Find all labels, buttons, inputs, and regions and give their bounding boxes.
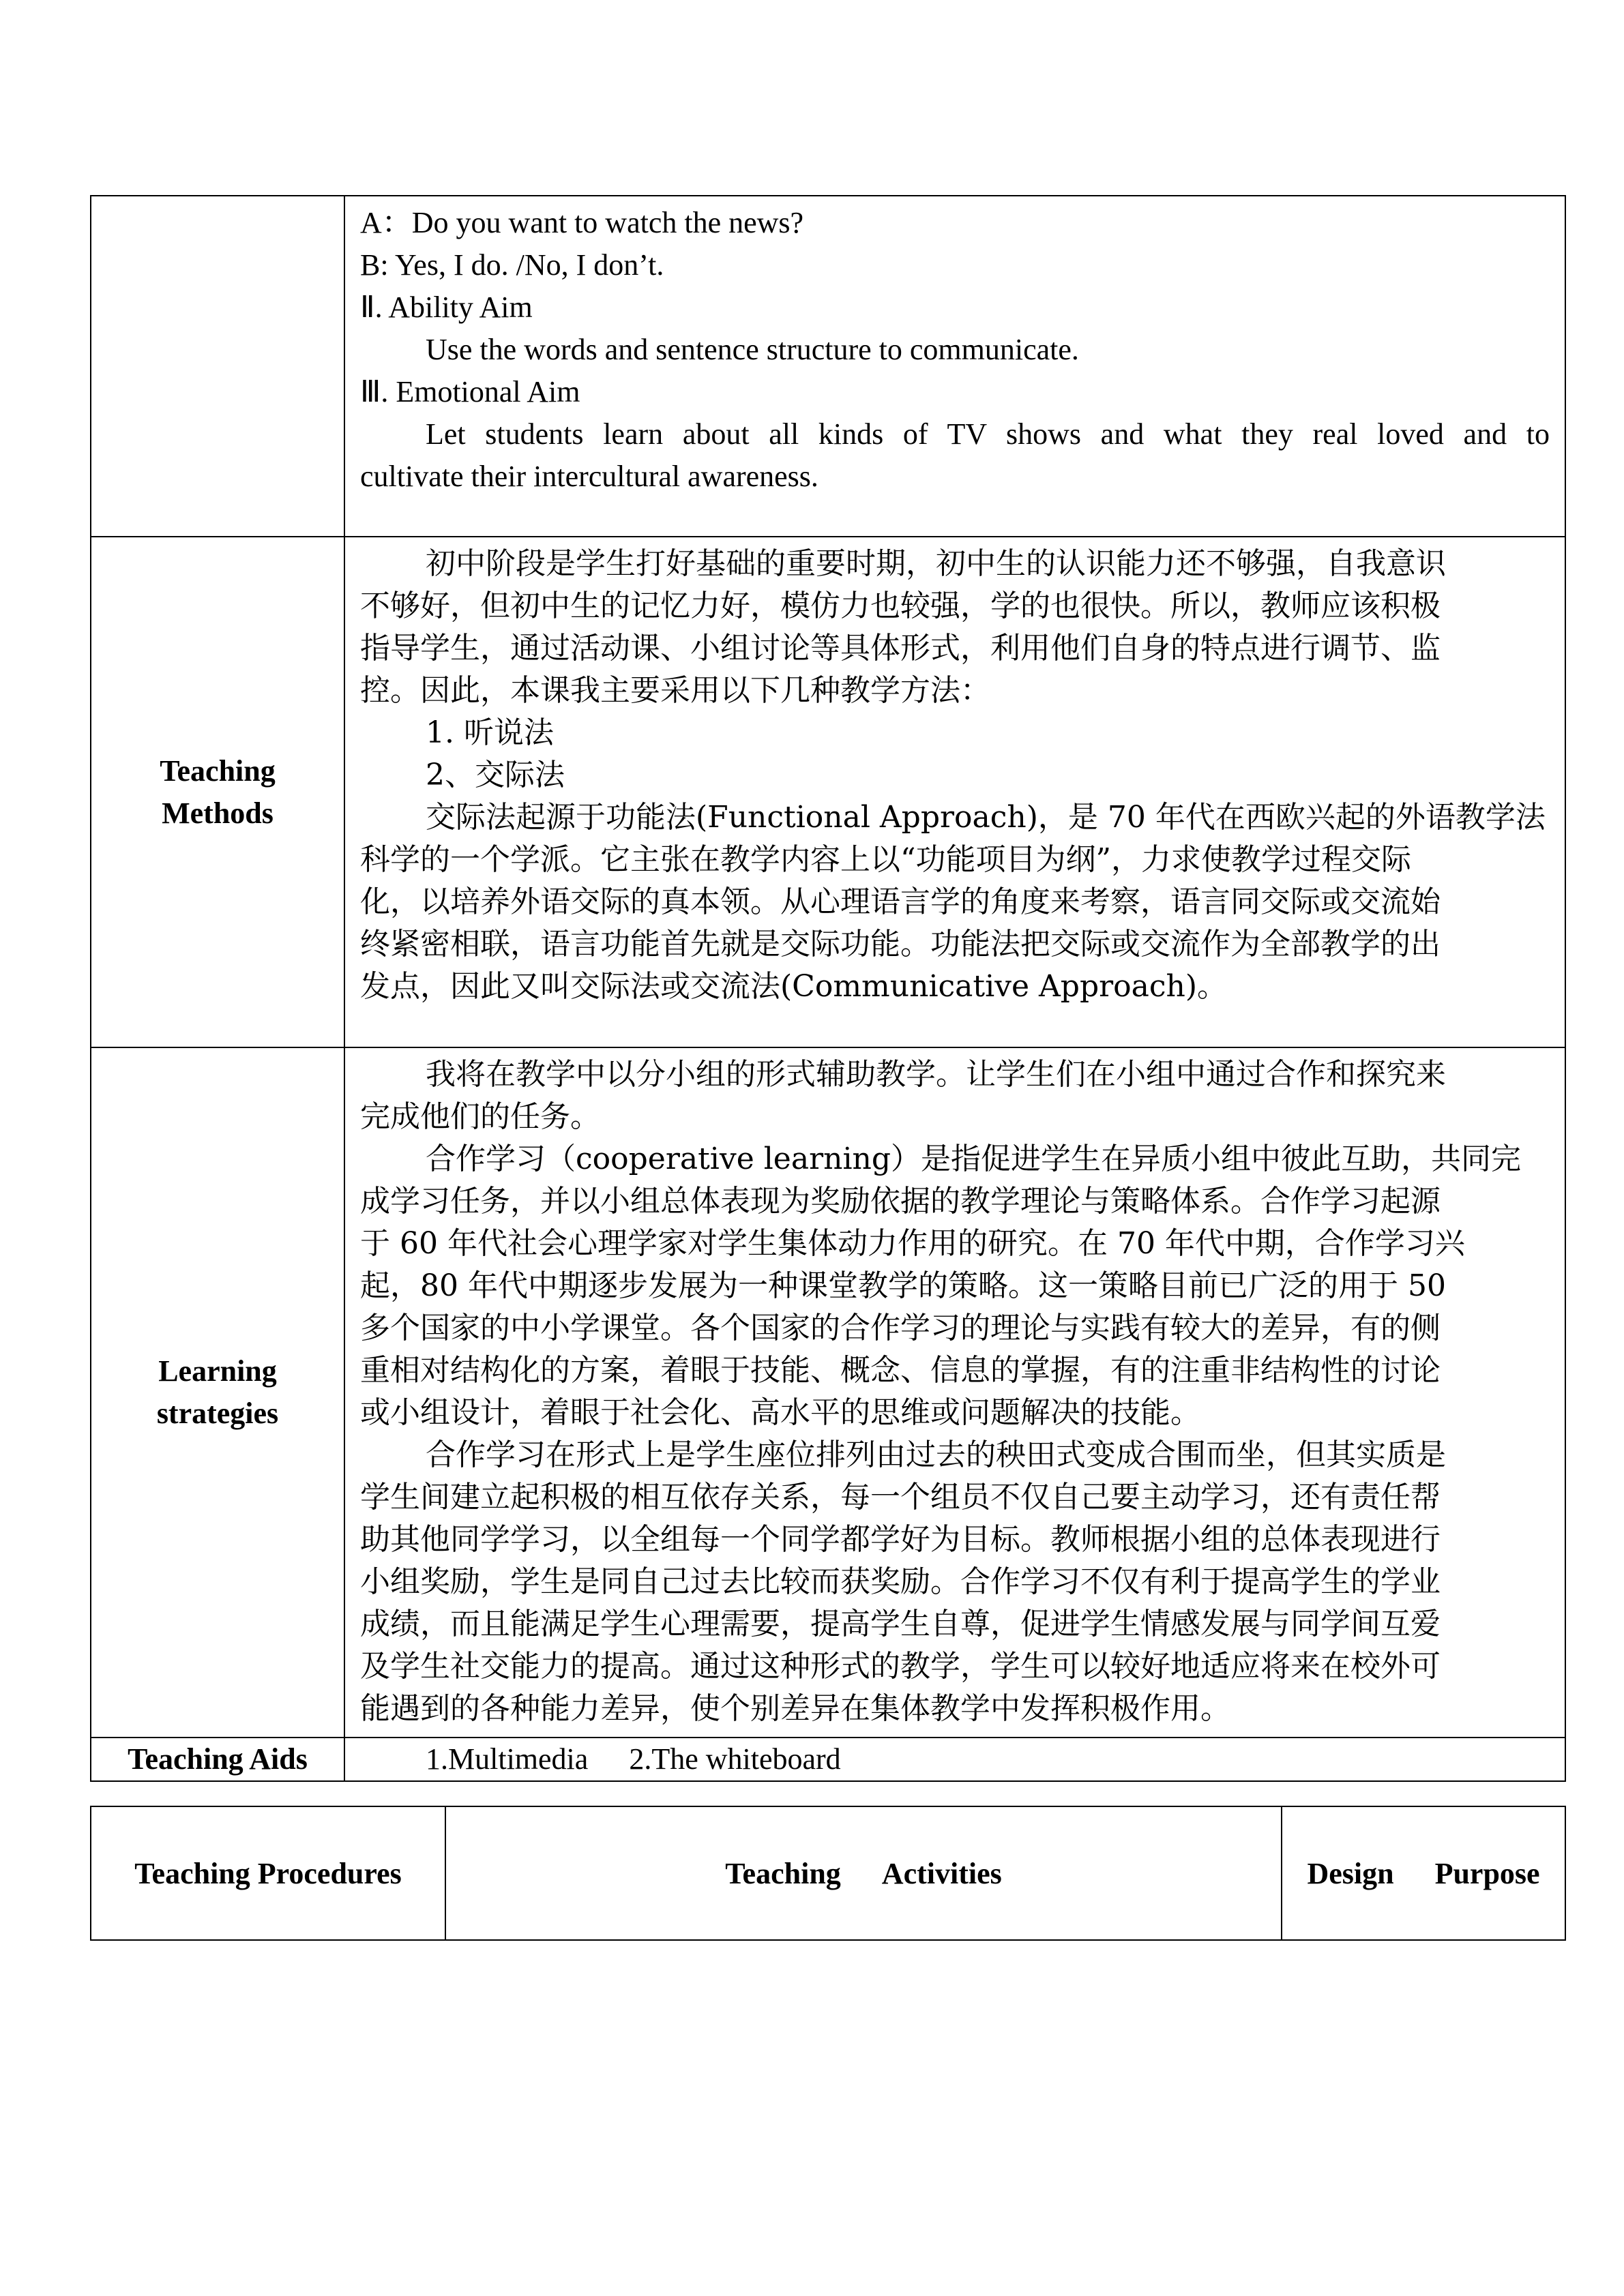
strategies-paragraph-line: 合作学习（cooperative learning）是指促进学生在异质小组中彼此互助，共同完 <box>426 1142 1522 1176</box>
strategies-paragraph-line: 能遇到的各种能力差异，使个别差异在集体教学中发挥积极作用。 <box>360 1691 1230 1726</box>
header-teaching-activities: Teaching Activities <box>445 1806 1282 1940</box>
emotional-aim-text-1: Let students learn about all kinds of TV shows and what they real loved and to <box>426 417 1550 451</box>
aid-multimedia: 1.Multimedia <box>426 1742 589 1776</box>
strategies-paragraph-line: 重相对结构化的方案，着眼于技能、概念、信息的掌握，有的注重非结构性的讨论 <box>360 1353 1441 1388</box>
methods-paragraph-line: 指导学生，通过活动课、小组讨论等具体形式，利用他们自身的特点进行调节、监 <box>360 631 1441 666</box>
dialogue-line-b: B: Yes, I do. /No, I don’t. <box>360 248 664 282</box>
emotional-aim-heading: Ⅲ. Emotional Aim <box>360 375 580 408</box>
method-item-2: 2、交际法 <box>426 758 565 792</box>
strategies-paragraph-line: 起，80 年代中期逐步发展为一种课堂教学的策略。这一策略目前已广泛的用于 50 <box>360 1268 1446 1303</box>
communicative-paragraph-line: 发点，因此又叫交际法或交流法(Communicative Approach)。 <box>360 969 1228 1004</box>
methods-paragraph-line: 不够好，但初中生的记忆力好，模仿力也较强，学的也很快。所以，教师应该积极 <box>360 588 1441 623</box>
teaching-aids-row <box>91 1738 1565 1781</box>
procedures-header-table <box>90 1806 1566 1941</box>
strategies-paragraph-line: 完成他们的任务。 <box>360 1099 600 1134</box>
strategies-paragraph-line: 多个国家的中小学课堂。各个国家的合作学习的理论与实践有较大的差异，有的侧 <box>360 1311 1441 1345</box>
communicative-paragraph-line: 终紧密相联，语言功能首先就是交际功能。功能法把交际或交流作为全部教学的出 <box>360 927 1441 961</box>
strategies-paragraph-line: 或小组设计，着眼于社会化、高水平的思维或问题解决的技能。 <box>360 1395 1200 1430</box>
learning-strategies-label: Learning strategies <box>91 1047 344 1738</box>
strategies-paragraph-line: 我将在教学中以分小组的形式辅助教学。让学生们在小组中通过合作和探究来 <box>426 1057 1446 1092</box>
strategies-paragraph-line: 合作学习在形式上是学生座位排列由过去的秧田式变成合围而坐，但其实质是 <box>426 1437 1446 1472</box>
strategies-paragraph-line: 于 60 年代社会心理学家对学生集体动力作用的研究。在 70 年代中期，合作学习兴 <box>360 1226 1465 1261</box>
learning-strategies-content <box>344 1047 1565 1738</box>
communicative-paragraph-line: 交际法起源于功能法(Functional Approach)，是 70 年代在西欧兴起的外语教学法 <box>426 800 1546 835</box>
strategies-paragraph-line: 助其他同学学习，以全组每一个同学都学好为目标。教师根据小组的总体表现进行 <box>360 1522 1441 1557</box>
header-design-purpose: Design Purpose <box>1282 1806 1565 1940</box>
lesson-plan-table <box>90 195 1566 1782</box>
teaching-methods-row <box>91 537 1565 1047</box>
communicative-paragraph-line: 化，以培养外语交际的真本领。从心理语言学的角度来考察，语言同交际或交流始 <box>360 884 1441 919</box>
strategies-paragraph-line: 成学习任务，并以小组总体表现为奖励依据的教学理论与策略体系。合作学习起源 <box>360 1184 1441 1219</box>
procedures-header-row <box>91 1806 1565 1940</box>
teaching-aids-content <box>344 1738 1565 1781</box>
communicative-paragraph-line: 科学的一个学派。它主张在教学内容上以“功能项目为纲”，力求使教学过程交际 <box>360 842 1411 877</box>
aims-content-cell <box>344 196 1565 537</box>
ability-aim-text: Use the words and sentence structure to communicate. <box>426 333 1079 366</box>
dialogue-line-a: A：Do you want to watch the news? <box>360 206 804 239</box>
methods-paragraph-line: 初中阶段是学生打好基础的重要时期，初中生的认识能力还不够强，自我意识 <box>426 546 1446 581</box>
header-teaching-procedures: Teaching Procedures <box>91 1806 445 1940</box>
aims-row <box>91 196 1565 537</box>
emotional-aim-text-2: cultivate their intercultural awareness. <box>360 460 818 493</box>
ability-aim-heading: Ⅱ. Ability Aim <box>360 290 533 324</box>
strategies-paragraph-line: 学生间建立起积极的相互依存关系，每一个组员不仅自己要主动学习，还有责任帮 <box>360 1480 1441 1515</box>
teaching-methods-label: Teaching Methods <box>91 537 344 1047</box>
strategies-paragraph-line: 成绩，而且能满足学生心理需要，提高学生自尊，促进学生情感发展与同学间互爱 <box>360 1607 1441 1641</box>
strategies-paragraph-line: 小组奖励，学生是同自己过去比较而获奖励。合作学习不仅有利于提高学生的学业 <box>360 1564 1441 1599</box>
teaching-aids-label: Teaching Aids <box>91 1738 344 1781</box>
methods-paragraph-line: 控。因此，本课我主要采用以下几种教学方法： <box>360 673 990 708</box>
learning-strategies-row <box>91 1047 1565 1738</box>
aims-label-cell <box>91 196 344 537</box>
method-item-1: 1. 听说法 <box>426 715 554 750</box>
aid-whiteboard: 2.The whiteboard <box>629 1742 841 1776</box>
teaching-methods-content <box>344 537 1565 1047</box>
strategies-paragraph-line: 及学生社交能力的提高。通过这种形式的教学，学生可以较好地适应将来在校外可 <box>360 1649 1441 1684</box>
